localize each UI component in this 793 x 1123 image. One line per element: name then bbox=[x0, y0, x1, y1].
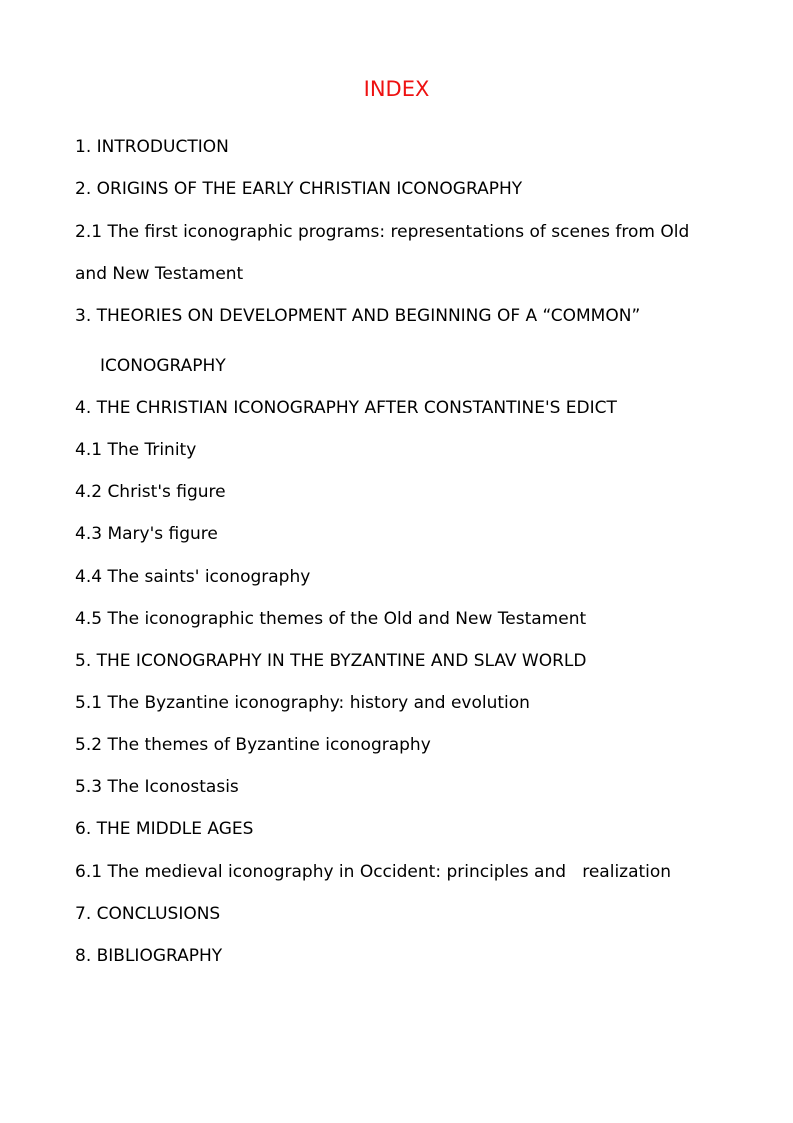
index-entry-continuation: and New Testament bbox=[75, 264, 244, 284]
index-entry: 7. CONCLUSIONS bbox=[75, 904, 221, 924]
index-entry: 5. THE ICONOGRAPHY IN THE BYZANTINE AND SLAV WORLD bbox=[75, 651, 587, 671]
index-entry: 4.3 Mary's figure bbox=[75, 524, 218, 544]
index-entry-continuation: ICONOGRAPHY bbox=[100, 356, 226, 376]
index-entry: 3. THEORIES ON DEVELOPMENT AND BEGINNING OF A “COMMON” bbox=[75, 306, 641, 326]
index-entry: 8. BIBLIOGRAPHY bbox=[75, 946, 223, 966]
index-entry: 2. ORIGINS OF THE EARLY CHRISTIAN ICONOGRAPHY bbox=[75, 179, 523, 199]
index-entry: 5.1 The Byzantine iconography: history and evolution bbox=[75, 693, 530, 713]
index-entry: 6.1 The medieval iconography in Occident: principles and realization bbox=[75, 862, 672, 882]
index-entry: 5.3 The Iconostasis bbox=[75, 777, 239, 797]
index-entry: 4.5 The iconographic themes of the Old and New Testament bbox=[75, 609, 587, 629]
page-title: INDEX bbox=[363, 77, 430, 101]
index-entry: 6. THE MIDDLE AGES bbox=[75, 819, 254, 839]
index-entry: 5.2 The themes of Byzantine iconography bbox=[75, 735, 431, 755]
index-entry: 4.2 Christ's figure bbox=[75, 482, 226, 502]
index-entry: 2.1 The first iconographic programs: representations of scenes from Old bbox=[75, 222, 690, 242]
index-entry: 4.1 The Trinity bbox=[75, 440, 197, 460]
index-entry: 4.4 The saints' iconography bbox=[75, 567, 311, 587]
index-entry: 4. THE CHRISTIAN ICONOGRAPHY AFTER CONSTANTINE'S EDICT bbox=[75, 398, 617, 418]
index-entry: 1. INTRODUCTION bbox=[75, 137, 229, 157]
